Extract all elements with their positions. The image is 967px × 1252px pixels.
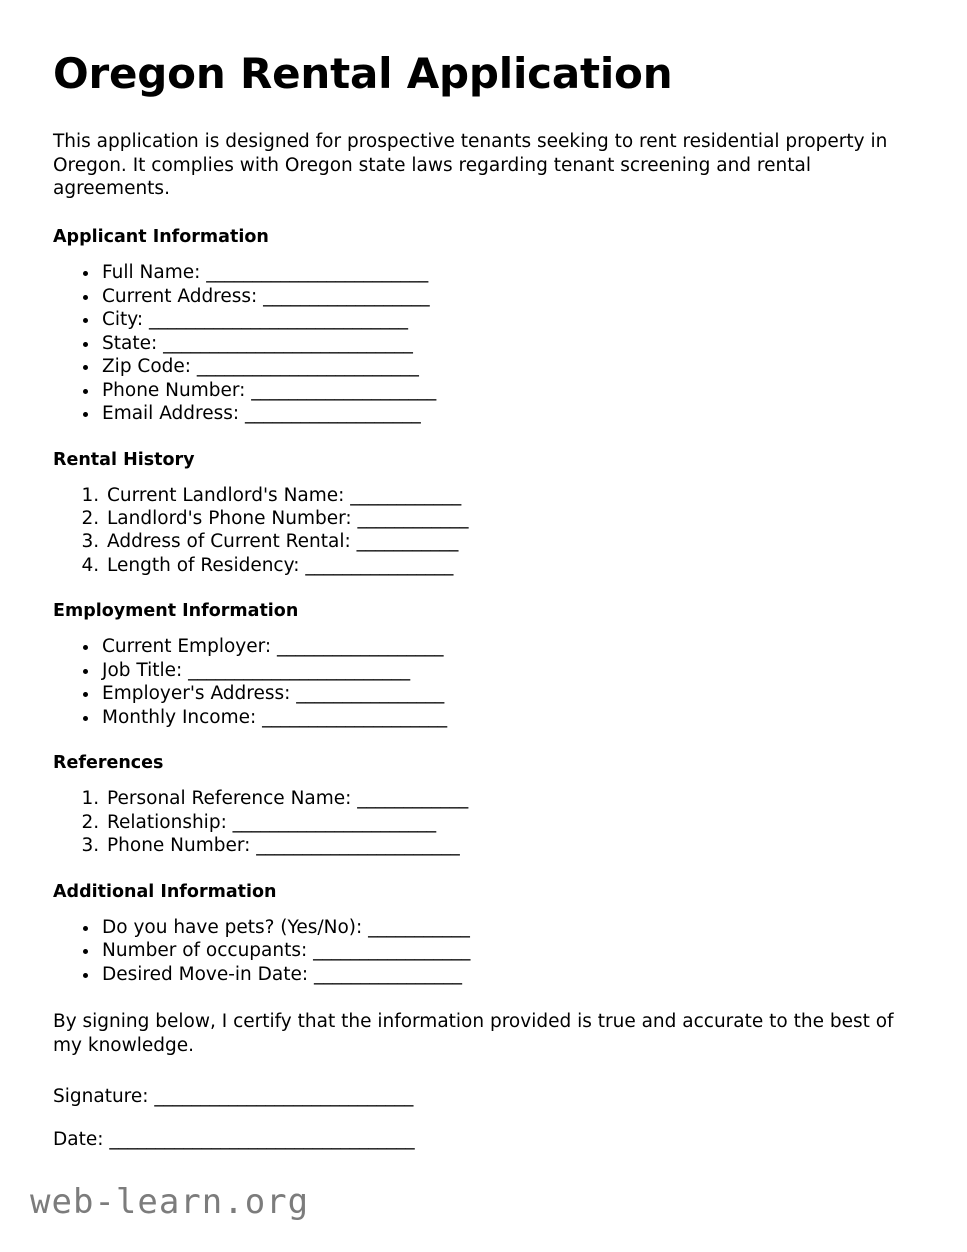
- additional-information-field-list: [53, 916, 912, 986]
- list-item: [100, 682, 912, 705]
- list-item: [100, 332, 912, 355]
- list-item: [100, 659, 912, 682]
- field-number-of-occupants: Number of occupants: _________________: [102, 940, 471, 962]
- section-references: [53, 753, 912, 857]
- section-employment-information: [53, 601, 912, 729]
- field-reference-phone-number: Phone Number: ______________________: [107, 835, 460, 857]
- field-date: Date: _________________________________: [53, 1128, 415, 1150]
- intro-paragraph: This application is designed for prospective tenants seeking to rent residential property in Oregon. It complies with Oregon state laws regarding tenant screening and rental agreements.: [53, 131, 888, 200]
- field-relationship: Relationship: ______________________: [107, 811, 437, 833]
- field-full-name: Full Name: ________________________: [102, 262, 429, 284]
- list-item: [105, 554, 912, 577]
- field-job-title: Job Title: ________________________: [102, 659, 411, 681]
- section-heading-rental-history: Rental History: [53, 449, 195, 470]
- field-phone-number: Phone Number: ____________________: [102, 379, 437, 401]
- list-item: [100, 402, 912, 425]
- list-item: [105, 787, 912, 810]
- field-desired-move-in-date: Desired Move-in Date: ________________: [102, 963, 462, 985]
- field-state: State: ___________________________: [102, 332, 413, 354]
- list-item: [100, 355, 912, 378]
- list-item: [100, 963, 912, 986]
- list-item: [105, 507, 912, 530]
- list-item: [100, 939, 912, 962]
- certification-paragraph: By signing below, I certify that the information provided is true and accurate to the best of my knowledge.: [53, 1011, 894, 1056]
- list-item: [100, 635, 912, 658]
- applicant-information-field-list: [53, 261, 912, 425]
- field-length-of-residency: Length of Residency: ________________: [107, 554, 454, 576]
- field-current-landlord-name: Current Landlord's Name: ____________: [107, 484, 462, 506]
- field-current-employer: Current Employer: __________________: [102, 636, 444, 658]
- field-landlord-phone-number: Landlord's Phone Number: ____________: [107, 507, 469, 529]
- section-heading-applicant-information: Applicant Information: [53, 227, 269, 248]
- field-personal-reference-name: Personal Reference Name: ____________: [107, 788, 469, 810]
- list-item: [100, 916, 912, 939]
- signature-block: [53, 1085, 912, 1152]
- list-item: [105, 530, 912, 553]
- list-item: [105, 484, 912, 507]
- list-item: [100, 285, 912, 308]
- section-additional-information: [53, 882, 912, 986]
- field-current-address: Current Address: __________________: [102, 285, 430, 307]
- list-item: [100, 261, 912, 284]
- employment-information-field-list: [53, 635, 912, 729]
- list-item: [100, 706, 912, 729]
- list-item: [105, 811, 912, 834]
- section-heading-employment-information: Employment Information: [53, 601, 299, 622]
- field-monthly-income: Monthly Income: ____________________: [102, 706, 448, 728]
- field-city: City: ____________________________: [102, 309, 409, 331]
- field-signature: Signature: ____________________________: [53, 1085, 414, 1107]
- site-watermark: web-learn.org: [30, 1182, 310, 1222]
- field-address-of-current-rental: Address of Current Rental: ___________: [107, 531, 459, 553]
- list-item: [100, 379, 912, 402]
- section-heading-additional-information: Additional Information: [53, 881, 277, 902]
- field-email-address: Email Address: ___________________: [102, 403, 421, 425]
- page-title: Oregon Rental Application: [53, 49, 673, 98]
- field-has-pets: Do you have pets? (Yes/No): ___________: [102, 916, 470, 938]
- section-heading-references: References: [53, 753, 164, 774]
- list-item: [105, 834, 912, 857]
- field-employer-address: Employer's Address: ________________: [102, 683, 445, 705]
- rental-history-field-list: [53, 484, 912, 578]
- section-rental-history: [53, 450, 912, 578]
- references-field-list: [53, 787, 912, 857]
- list-item: [100, 308, 912, 331]
- field-zip-code: Zip Code: ________________________: [102, 356, 419, 378]
- section-applicant-information: [53, 227, 912, 425]
